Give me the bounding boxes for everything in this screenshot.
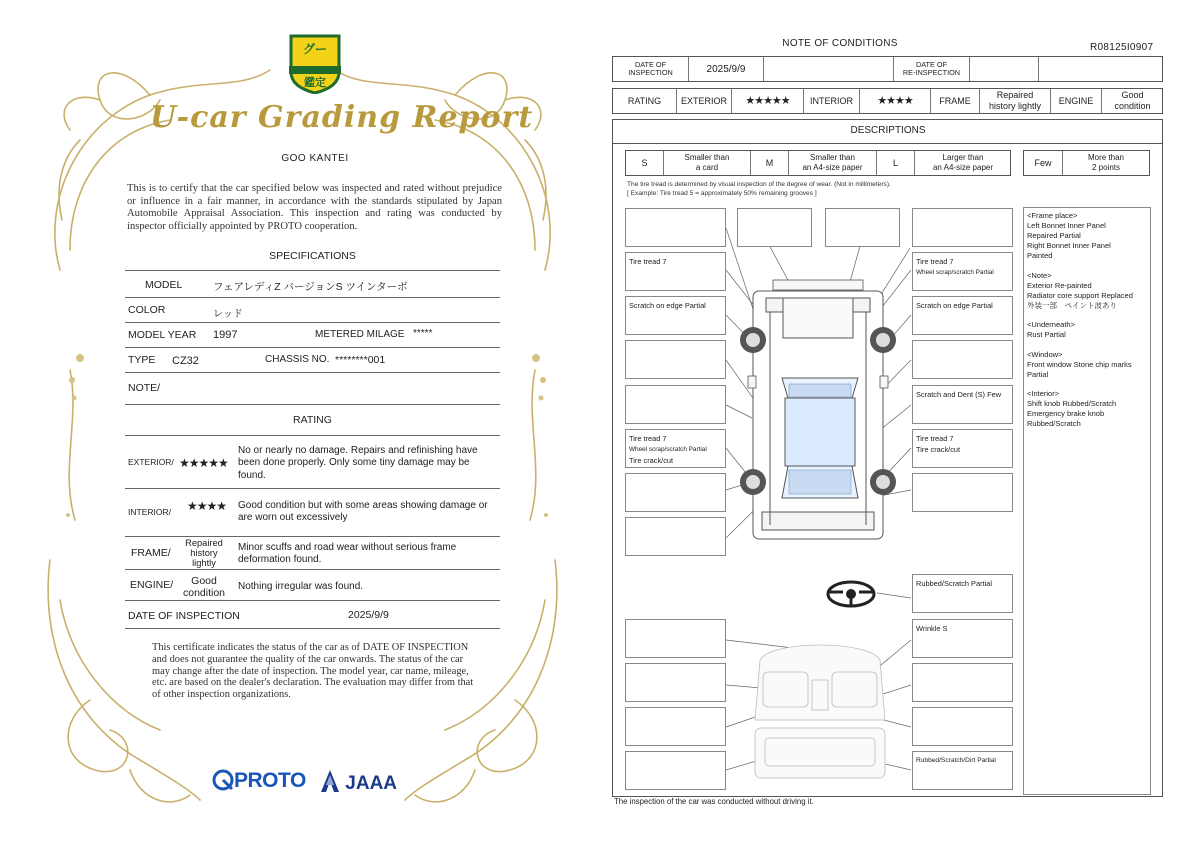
annotation-right-scratch-dent: Scratch and Dent (S) Few (912, 385, 1013, 424)
color-value: レッド (213, 309, 243, 320)
divider (125, 536, 500, 537)
annotation-left-scratch-edge: Scratch on edge Partial (625, 296, 726, 335)
legend-s-key: S (641, 157, 648, 168)
note-label: NOTE/ (128, 382, 161, 394)
rating-heading: RATING (293, 414, 332, 426)
legend-m-desc: Smaller than an A4-size paper (802, 153, 863, 172)
divider (125, 347, 500, 348)
goo-kantei-subtitle: GOO KANTEI (281, 153, 349, 164)
descriptions-heading: DESCRIPTIONS (850, 125, 926, 136)
certificate-footnote: This certificate indicates the status of the car as of DATE OF INSPECTION and does not guarantee the quality of the car onwards. The status of the car may change after the date of inspection. The model year, car name, mileage, etc. are based on the dealer's declaration. The evaluation may differ from that of other inspection organizations. (152, 642, 474, 701)
goo-kantei-seal-logo (287, 32, 343, 94)
exterior-label: EXTERIOR/ (128, 457, 174, 467)
tire-tread-note: The tire tread is determined by visual inspection of the degree of wear. (Not in millimeters). [ Example: Tire tread 5 = approximately 50% remaining grooves ] (627, 181, 891, 197)
annotation-box (625, 663, 726, 702)
interior-label: INTERIOR/ (128, 507, 171, 517)
engine-label: ENGINE/ (130, 579, 174, 591)
divider (125, 569, 500, 570)
annotation-box (912, 473, 1013, 512)
exterior-stars: ★★★★★ (745, 94, 790, 107)
engine-description: Nothing irregular was found. (238, 581, 364, 592)
proto-logo: PROTO (212, 769, 306, 793)
annotation-wrinkle: Wrinkle S (912, 619, 1013, 658)
exterior-label: EXTERIOR (680, 95, 727, 106)
jaaa-mark-icon (320, 769, 340, 793)
reinspection-label: DATE OF RE-INSPECTION (902, 60, 961, 77)
annotation-box (625, 340, 726, 379)
legend-few-desc: More than 2 points (1087, 153, 1125, 172)
engine-value: Good condition (182, 575, 226, 599)
annotation-box (737, 208, 812, 247)
divider (125, 404, 500, 405)
annotation-box (625, 385, 726, 424)
seal-text-top: グー (302, 42, 328, 56)
rating-label: RATING (627, 95, 662, 106)
date-of-inspection-value: 2025/9/9 (348, 609, 389, 621)
legend-few-key: Few (1034, 157, 1052, 168)
annotation-box (625, 517, 726, 556)
annotation-left-tire-front: Tire tread 7 (625, 252, 726, 291)
color-label: COLOR (128, 304, 166, 316)
divider (125, 435, 500, 436)
mileage-label: METERED MILAGE (315, 329, 405, 340)
date-of-inspection-label: DATE OF INSPECTION (628, 60, 673, 77)
divider (125, 628, 500, 629)
interior-stars: ★★★★ (187, 499, 227, 513)
annotation-box (912, 208, 1013, 247)
type-label: TYPE (128, 354, 156, 366)
type-value: CZ32 (172, 355, 199, 367)
note-of-conditions-sheet (600, 0, 1200, 848)
model-year-label: MODEL YEAR (128, 329, 197, 341)
frame-value: Repaired history lightly (988, 90, 1042, 111)
model-value: フェアレディZ バージョンS ツインターボ (213, 281, 408, 293)
annotation-rear-seat: Rubbed/Scratch/Dirt Partial (912, 751, 1013, 790)
certify-statement: This is to certify that the car specified below was inspected and rated without prejudice or influence in a fair manner, in accordance with the standards stipulated by Japan Automobile Appraisal Association. This inspection and rating was conducted by inspector officially appointed by PROTO cooperation. (127, 183, 502, 232)
annotation-box (625, 707, 726, 746)
legend-l-desc: Larger than an A4-size paper (932, 153, 994, 172)
sheet-title: NOTE OF CONDITIONS (782, 38, 898, 49)
exterior-stars: ★★★★★ (179, 456, 228, 470)
divider (125, 270, 500, 271)
legend-l-key: L (892, 157, 898, 168)
annotation-steering: Rubbed/Scratch Partial (912, 574, 1013, 613)
frame-value: Repaired history lightly (185, 538, 223, 568)
jaaa-logo: JAAA (320, 769, 397, 795)
annotation-right-tire-front: Tire tread 7 Wheel scrap/scratch Partial (912, 252, 1013, 291)
condition-notes: <Frame place> Left Bonnet Inner Panel Repaired Partial Right Bonnet Inner Panel Painted <Note> Exterior Re-painted Radiator core support Replaced 外装一部 ペイント波あり <Underneath> Rust Partial <Window> Front window Stone chip marks Partial <Interior> Shift knob Rubbed/Scratch Emergency brake knob Rubbed/Scratch (1023, 207, 1151, 795)
model-label: MODEL (145, 279, 183, 291)
annotation-box (825, 208, 900, 247)
annotation-box (912, 340, 1013, 379)
report-code: R08125I0907 (1090, 42, 1154, 53)
annotation-box (625, 619, 726, 658)
no-driving-note: The inspection of the car was conducted without driving it. (614, 797, 814, 806)
divider (125, 600, 500, 601)
mileage-value: ***** (413, 328, 433, 339)
divider (125, 488, 500, 489)
legend-s-desc: Smaller than a card (684, 153, 730, 172)
annotation-box (625, 208, 726, 247)
proto-mark-icon (212, 769, 234, 791)
exterior-description: No or nearly no damage. Repairs and refinishing have been done properly. Only some tiny damage may be found. (238, 445, 478, 481)
chassis-label: CHASSIS NO. (265, 354, 330, 365)
divider (125, 372, 500, 373)
date-of-inspection-value: 2025/9/9 (706, 63, 746, 75)
annotation-box (625, 473, 726, 512)
annotation-box (912, 707, 1013, 746)
interior-stars: ★★★★ (877, 94, 913, 107)
annotation-right-tire-rear: Tire tread 7 Tire crack/cut (912, 429, 1013, 468)
annotation-box (625, 751, 726, 790)
interior-description: Good condition but with some areas showing damage or are worn out excessively (238, 500, 488, 524)
divider (125, 322, 500, 323)
date-of-inspection-label: DATE OF INSPECTION (128, 610, 240, 622)
seal-text-main: 鑑定 (304, 76, 326, 89)
engine-value: Good condition (1114, 90, 1151, 111)
frame-label: FRAME (939, 95, 971, 106)
certificate-title: U-car Grading Report (150, 100, 534, 135)
annotation-right-scratch-edge: Scratch on edge Partial (912, 296, 1013, 335)
chassis-value: ********001 (335, 354, 386, 366)
annotation-left-tire-rear: Tire tread 7 Wheel scrap/scratch Partial Tire crack/cut (625, 429, 726, 468)
frame-description: Minor scuffs and road wear without serious frame deformation found. (238, 542, 457, 566)
specifications-heading: SPECIFICATIONS (269, 250, 356, 262)
engine-label: ENGINE (1058, 95, 1094, 106)
model-year-value: 1997 (213, 329, 238, 341)
frame-label: FRAME/ (131, 547, 171, 559)
interior-label: INTERIOR (809, 95, 853, 106)
divider (125, 297, 500, 298)
annotation-box (912, 663, 1013, 702)
legend-m-key: M (765, 157, 774, 168)
